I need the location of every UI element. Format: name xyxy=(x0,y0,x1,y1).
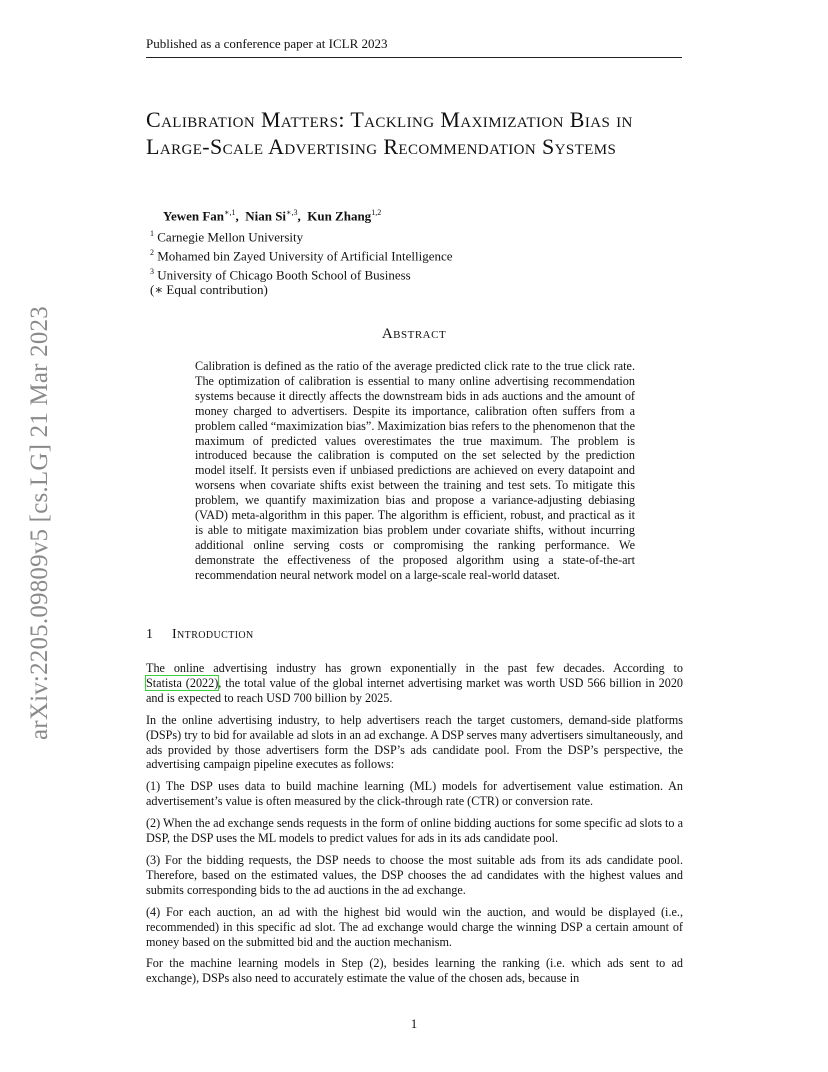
author-affil-marker: ∗,1 xyxy=(224,208,236,217)
paragraph: (4) For each auction, an ad with the highest bid would win the auction, and would be displayed (i.e., recommended) in this specific ad slot. The ad exchange would charge the winning DSP a certain amount of money based on the submitted bid and the auction mechanism. xyxy=(146,904,683,949)
affiliation-marker: 3 xyxy=(150,266,154,276)
paragraph-text: The online advertising industry has grown exponentially in the past few decades. According to xyxy=(146,661,683,675)
author-name: Yewen Fan xyxy=(163,208,225,224)
running-header: Published as a conference paper at ICLR 2023 xyxy=(146,36,682,58)
affiliation-marker: 1 xyxy=(150,229,154,238)
affiliation-text: Carnegie Mellon University xyxy=(157,229,304,245)
equal-contribution-note: (∗ Equal contribution) xyxy=(150,282,268,298)
paper-title-text: Calibration Matters: Tackling Maximization Bias in Large-Scale Advertising Recommendation Systems xyxy=(146,107,633,159)
abstract-heading xyxy=(0,326,828,343)
paragraph: For the machine learning models in Step (2), besides learning the ranking (i.e. which ads sent to ad exchange), DSPs also need to accurately estimate the value of the chosen ads, because in xyxy=(146,956,683,986)
author-name: Kun Zhang xyxy=(307,208,372,224)
section-title: Introduction xyxy=(172,627,254,642)
affiliation-item xyxy=(150,226,453,245)
affiliation-item xyxy=(150,245,453,264)
introduction-body xyxy=(146,661,683,993)
affiliation-marker: 2 xyxy=(150,247,154,257)
affiliation-list xyxy=(150,226,453,298)
abstract-body: Calibration is defined as the ratio of the average predicted click rate to the true click rate. The optimization of calibration is essential to many online advertising recommendation systems because it directly affects the downstream bids in ads auctions and the amount of money charged to advertisers. Despite its importance, calibration often suffers from a problem called “maximization bias”. Maximization bias refers to the phenomenon that the maximum of predicted values overestimates the true maximum. The problem is introduced because the calibration is computed on the set selected by the prediction model itself. It persists even if unbiased predictions are achieved on every datapoint and worsens when covariate shifts exist between the training and test sets. To mitigate this problem, we quantify maximization bias and propose a variance-adjusting debiasing (VAD) meta-algorithm in this paper. The algorithm is efficient, robust, and practical as it is able to mitigate maximization bias problem under covariate shifts, without incurring additional online serving costs or compromising the ranking performance. We demonstrate the effectiveness of the proposed algorithm using a state-of-the-art recommendation neural network model on a large-scale real-world dataset. xyxy=(195,359,635,582)
paragraph: In the online advertising industry, to help advertisers reach the target customers, demand-side platforms (DSPs) try to bid for available ad slots in an ad exchange. A DSP serves many advertisers simultaneously, and ads provided by those advertisers form the DSP’s ads candidate pool. From the DSP’s perspective, the advertising campaign pipeline executes as follows: xyxy=(146,712,683,772)
citation-year: (2022) xyxy=(185,675,219,690)
section-number: 1 xyxy=(146,627,154,642)
paragraph xyxy=(146,661,683,706)
author-affil-marker: ∗,3 xyxy=(286,208,298,217)
affiliation-text: University of Chicago Booth School of Business xyxy=(157,266,411,282)
section-heading xyxy=(146,627,254,643)
citation-author: Statista xyxy=(146,675,182,690)
arxiv-identifier: arXiv:2205.09809v5 [cs.LG] 21 Mar 2023 xyxy=(26,306,53,740)
paragraph-text: , the total value of the global internet advertising market was worth USD 566 billion in 2020 and is expected to reach USD 700 billion by 2025. xyxy=(146,675,684,705)
affiliation-item xyxy=(150,264,453,283)
page-number: 1 xyxy=(410,1016,418,1031)
paragraph: (3) For the bidding requests, the DSP needs to choose the most suitable ads from its ads candidate pool. Therefore, based on the estimated values, the DSP chooses the ad candidates with the highest values and submits corresponding bids to the ad auctions in the ad exchange. xyxy=(146,852,683,897)
paragraph: (1) The DSP uses data to build machine learning (ML) models for advertisement value estimation. An advertisement’s value is often measured by the click-through rate (CTR) or conversion rate. xyxy=(146,779,683,809)
citation-link[interactable] xyxy=(146,676,218,690)
paragraph: (2) When the ad exchange sends requests in the form of online bidding auctions for some specific ad slots to a DSP, the DSP uses the ML models to predict values for ads in its ads candidate pool. xyxy=(146,816,683,846)
paper-title xyxy=(146,106,696,160)
abstract-heading-text: Abstract xyxy=(381,326,447,342)
author-list: Yewen Fan$^{∗,1}$, Nian $Si^{∗,3}$, Kun Zhang$^{1,2}$ xyxy=(163,208,382,224)
author-affil-marker: 1,2 xyxy=(371,208,382,217)
author-name: Nian Si xyxy=(245,208,287,224)
affiliation-text: Mohamed bin Zayed University of Artificial Intelligence xyxy=(157,248,453,264)
